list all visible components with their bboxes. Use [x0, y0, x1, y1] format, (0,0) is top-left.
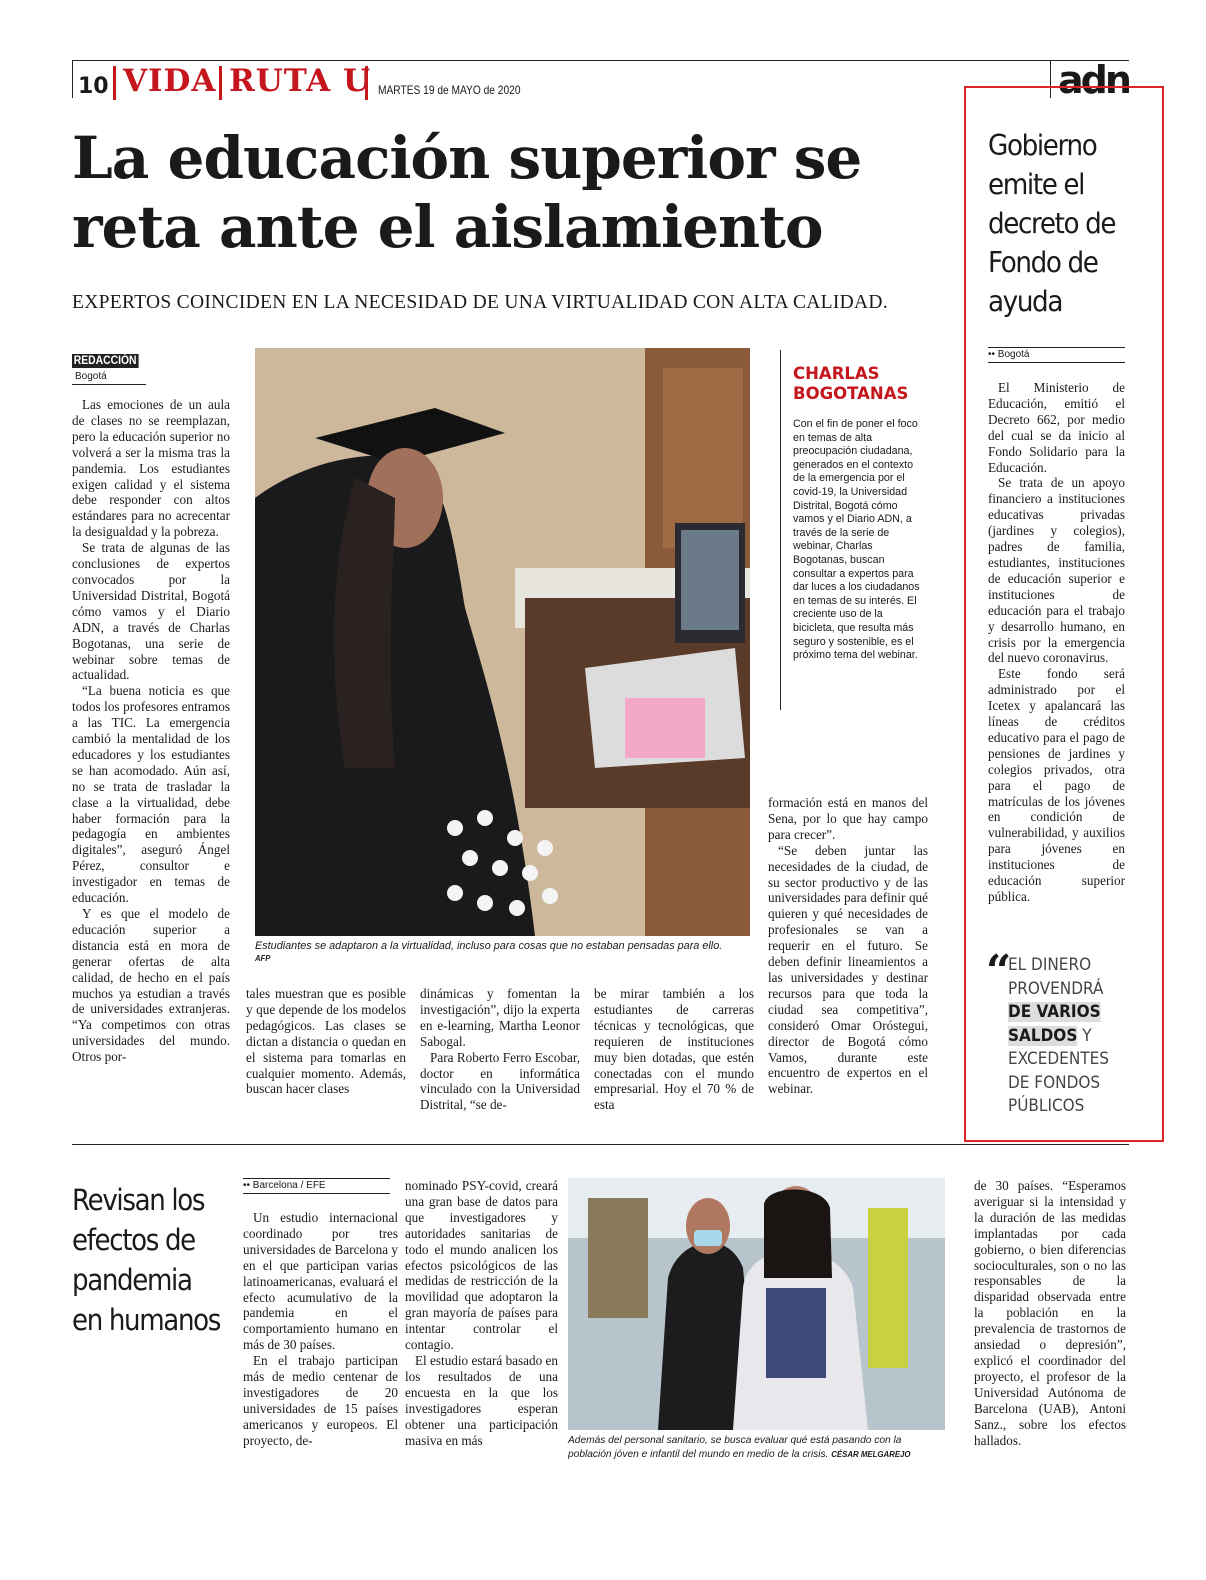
- byline-city: Bogotá: [72, 371, 146, 385]
- paragraph: Un estudio internacional coordinado por tres universidades de Barcelona y en el que participan varias latinoamericanas, evaluará el efecto acumulativo de la pandemia en el comportamiento humano en más de 30 países.: [243, 1210, 398, 1353]
- right-byline-city: •• Bogotá: [988, 349, 1125, 363]
- city-text: Bogotá: [997, 349, 1030, 360]
- bottom-article-column-3: [974, 1178, 1126, 1448]
- paragraph: Las emociones de un aula de clases no se reemplazan, pero la educación superior no volverá a ser la misma tras la pandemia. Los estudiantes exigen calidad y el sistema debe responder con altos estándares para no acrecentar la desigualdad y la pobreza.: [72, 397, 230, 540]
- paragraph: formación está en manos del Sena, por lo que hay campo para crecer”.: [768, 795, 928, 842]
- quote-highlight: DE VARIOS SALDOS: [1008, 1002, 1101, 1046]
- quote-mark-icon: “: [986, 946, 1012, 997]
- city-text: Barcelona / EFE: [252, 1180, 326, 1191]
- main-article-column-5: [768, 795, 928, 1097]
- student-graduation-photo: [255, 348, 750, 936]
- adn-logo: adn: [1058, 58, 1129, 102]
- main-article-column-2: [246, 986, 406, 1097]
- section-label-vida: VIDA: [123, 63, 217, 99]
- paragraph: nominado PSY-covid, creará una gran base de datos para que investigadores y autoridades sanitarias de todo el mundo analicen los efectos psicológicos de las medidas de restricción de la movilidad que adoptaron la gran mayoría de países para intentar controlar el contagio.: [405, 1178, 558, 1353]
- paragraph: dinámicas y fomentan la investigación”, dijo la experta en e-learning, Martha Leonor Sabogal.: [420, 986, 580, 1049]
- main-byline: [72, 349, 146, 385]
- paragraph: Y es que el modelo de educación superior a distancia está en mora de generar ofertas de alta calidad, de hecho en el país muchos ya estudian a través de universidades extranjeras. “Ya competimos con otras universidades del mundo. Otros por-: [72, 906, 230, 1065]
- paragraph: El Ministerio de Educación, emitió el Decreto 662, por medio del cual se da inicio al Fondo Solidario para la Educación.: [988, 380, 1125, 475]
- sidebar-title: CHARLAS BOGOTANAS: [793, 364, 909, 403]
- paragraph: be mirar también a los estudiantes de carreras técnicas y tecnológicas, que requieren de instituciones muy bien dotadas, que estén conectadas con el mundo empresarial. Hoy el 70 % de esta: [594, 986, 754, 1113]
- section-separator: [113, 66, 116, 100]
- students-masks-photo: [568, 1178, 945, 1430]
- bottom-byline-rule: [243, 1178, 390, 1179]
- paragraph: Se trata de un apoyo financiero a instituciones educativas privadas (jardines y colegios), padres de familia, estudiantes, instituciones de educación superior e instituciones de educación para el trabajo y desarrollo humano, en crisis por la emergencia del nuevo coronavirus.: [988, 475, 1125, 666]
- sidebar-rule: [780, 350, 781, 710]
- main-headline: La educación superior se reta ante el aislamiento: [72, 124, 862, 261]
- main-subheadline: EXPERTOS COINCIDEN EN LA NECESIDAD DE UNA VIRTUALIDAD CON ALTA CALIDAD.: [72, 292, 888, 313]
- section-separator: [219, 66, 222, 100]
- section-label-ruta-u: RUTA U: [229, 63, 372, 99]
- quote-text: Y EXCEDENTES DE FONDOS PÚBLICOS: [1008, 1025, 1110, 1116]
- photo-credit: CÉSAR MELGAREJO: [831, 1450, 911, 1459]
- byline-author: REDACCIÓN: [73, 355, 137, 367]
- paragraph: “Se deben juntar las necesidades de la ciudad, de su sector productivo y de las universidades para definir qué quieren y qué necesidades de profesionales se van a requerir en el futuro. Se deben definir lineamientos a las universidades y destinar recursos para que toda la ciudad sea competitiva”, consideró Omar Oróstegui, director de Bogotá cómo Vamos, durante este encuentro de expertos en el webinar.: [768, 842, 928, 1097]
- paragraph: En el trabajo participan más de medio centenar de investigadores de 20 universidades de 15 países americanos y europeos. El proyecto, de-: [243, 1353, 398, 1448]
- paragraph: El estudio estará basado en los resultados de una encuesta en la que los investigadores esperan obtener una participación masiva en más: [405, 1352, 558, 1448]
- paragraph: Este fondo será administrado por el Icetex y apalancará las líneas de créditos educativo para el pago de pensiones de jardines y colegios privados, otra para el pago de matrículas de los jóvenes en condición de vulnerabilidad, y auxilios para jóvenes en instituciones de educación superior pública.: [988, 666, 1125, 904]
- section-separator: [365, 66, 368, 100]
- bottom-article-column-1: [243, 1210, 398, 1449]
- main-article-column-4: [594, 986, 754, 1113]
- sidebar-body: Con el fin de poner el foco en temas de alta preocupación ciudadana, generados en el contexto de la emergencia por el covid-19, la Universidad Distrital, Bogotá cómo vamos y el Diario ADN, a través de la serie de webinar, Charlas Bogotanas, buscan consultar a expertos para dar luces a los ciudadanos en temas de su interés. El creciente uso de la bicicleta, que resulta más seguro y sostenible, es el próximo tema del webinar.: [793, 418, 920, 662]
- main-article-column-1: [72, 397, 230, 1065]
- bottom-byline-city: •• Barcelona / EFE: [243, 1180, 390, 1194]
- header-rule: [72, 60, 1129, 61]
- main-article-column-3: [420, 986, 580, 1113]
- page-number: 10: [78, 74, 109, 99]
- caption-text: Estudiantes se adaptaron a la virtualidad, incluso para cosas que no estaban pensadas para ello.: [255, 940, 723, 952]
- paragraph: tales muestran que es posible y que depende de los modelos pedagógicos. Las clases se dictan a distancia o quedan en el sistema para tomarlas en cualquier momento. Además, buscan hacer clases: [246, 986, 406, 1097]
- paragraph: Para Roberto Ferro Escobar, doctor en informática vinculado con la Universidad Distrital, “se de-: [420, 1049, 580, 1113]
- issue-date: MARTES 19 de MAYO de 2020: [378, 83, 521, 97]
- bottom-article-column-2: [405, 1178, 558, 1448]
- quote-text: EL DINERO PROVENDRÁ: [1008, 955, 1104, 999]
- photo-caption: [255, 940, 735, 964]
- paragraph: Se trata de algunas de las conclusiones de expertos convocados por la Universidad Distrital, Bogotá cómo vamos y el Diario ADN, a través de Charlas Bogotanas, una serie de webinar sobre temas de actualidad.: [72, 540, 230, 683]
- right-article-body: [988, 380, 1125, 905]
- caption-text: Además del personal sanitario, se busca evaluar qué está pasando con la población jóven e infantil del mundo en medio de la crisis.: [568, 1435, 902, 1460]
- paragraph: “La buena noticia es que todos los profesores entramos a las TIC. La emergencia cambió la mentalidad de los educadores y los estudiantes se han acomodado. Aún así, no se trata de trasladar la clase a la virtualidad, debe haber formación para la pedagogía en ambientes digitales”, aseguró Ángel Pérez, consultor e investigador en temas de educación.: [72, 683, 230, 906]
- header-left-tick: [72, 60, 73, 98]
- right-headline: Gobierno emite el decreto de Fondo de ayuda: [988, 129, 1116, 318]
- photo-illustration: [255, 348, 750, 936]
- paragraph: de 30 países. “Esperamos averiguar si la intensidad y la duración de las medidas implantadas por cada gobierno, o bien diferencias socioculturales, son o no las responsables de la disparidad observada entre la población en la prevalencia de trastornos de ansiedad o depresión”, explicó el coordinador del proyecto, el profesor de la Universidad Autónoma de Barcelona (UAB), Antoni Sanz., sobre los efectos hallados.: [974, 1178, 1126, 1448]
- photo-credit: AFP: [255, 954, 271, 963]
- bottom-headline: Revisan los efectos de pandemia en humanos: [72, 1183, 221, 1337]
- pull-quote: [1008, 954, 1121, 1119]
- photo-caption: [568, 1434, 938, 1462]
- bottom-section-rule: [72, 1144, 1129, 1145]
- right-byline-rule: [988, 347, 1125, 348]
- photo-illustration: [568, 1178, 945, 1430]
